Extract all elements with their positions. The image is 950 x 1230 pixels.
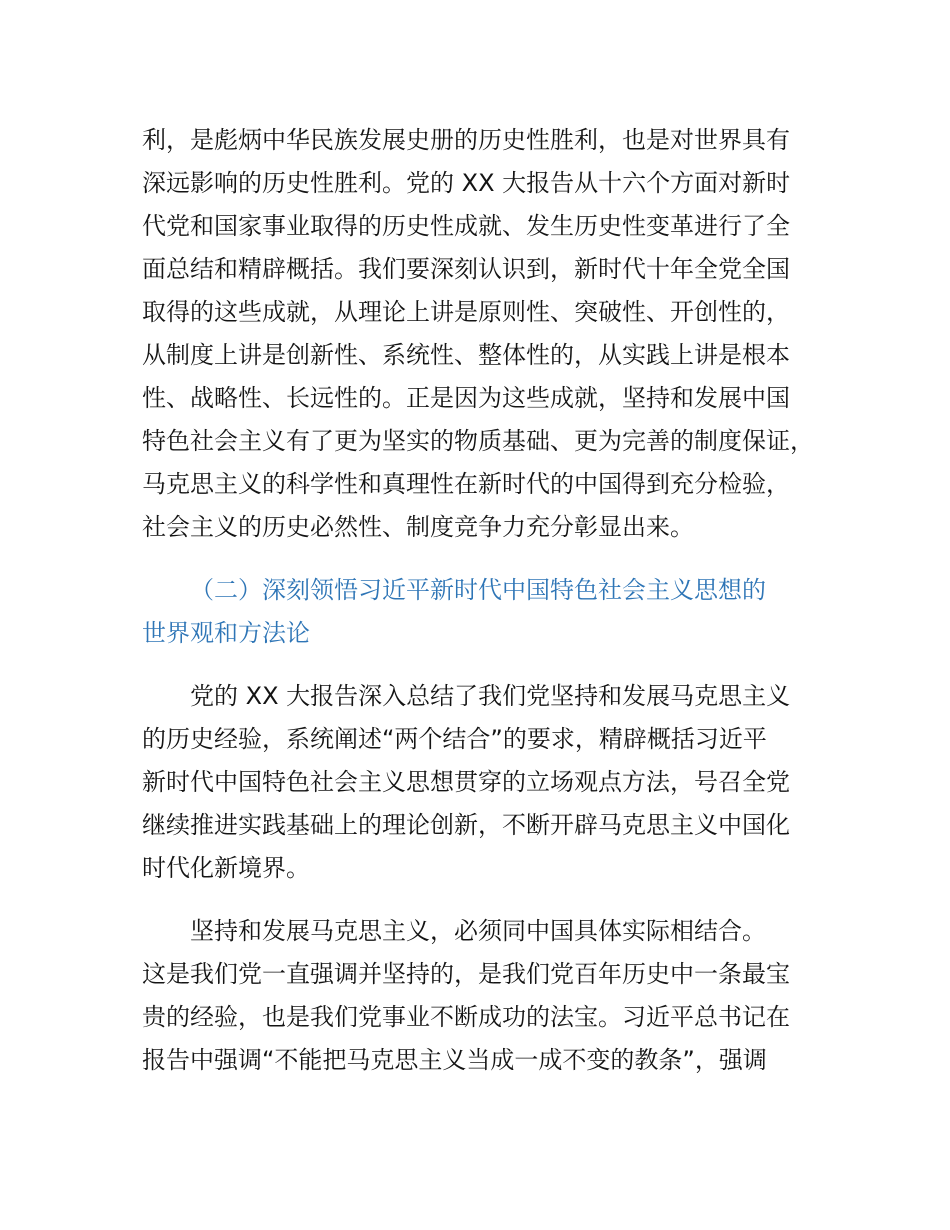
paragraph-3-line-4: 报告中强调“不能把马克思主义当成一成不变的教条”，强调 — [142, 1046, 767, 1074]
paragraph-3-line-2: 这是我们党一直强调并坚持的，是我们党百年历史中一条最宝 — [142, 960, 790, 988]
paragraph-2-line-3: 新时代中国特色社会主义思想贯穿的立场观点方法，号召全党 — [142, 768, 790, 796]
paragraph-1-line-1: 利，是彪炳中华民族发展史册的历史性胜利，也是对世界具有 — [142, 126, 790, 154]
paragraph-1-line-5: 取得的这些成就，从理论上讲是原则性、突破性、开创性的， — [142, 298, 790, 326]
paragraph-3-line-1: 坚持和发展马克思主义，必须同中国具体实际相结合。 — [190, 917, 766, 945]
paragraph-2-line-1: 党的 XX 大报告深入总结了我们党坚持和发展马克思主义 — [190, 682, 791, 710]
section-heading-line-1: （二）深刻领悟习近平新时代中国特色社会主义思想的 — [190, 576, 766, 604]
paragraph-2-line-2: 的历史经验，系统阐述“两个结合”的要求，精辟概括习近平 — [142, 725, 767, 753]
paragraph-1-line-2: 深远影响的历史性胜利。党的 XX 大报告从十六个方面对新时 — [142, 169, 791, 197]
paragraph-1-line-4: 面总结和精辟概括。我们要深刻认识到，新时代十年全党全国 — [142, 255, 790, 283]
paragraph-1-line-8: 特色社会主义有了更为坚实的物质基础、更为完善的制度保证， — [142, 427, 814, 455]
paragraph-2-line-4: 继续推进实践基础上的理论创新，不断开辟马克思主义中国化 — [142, 811, 790, 839]
paragraph-1-line-6: 从制度上讲是创新性、系统性、整体性的，从实践上讲是根本 — [142, 341, 790, 369]
paragraph-1-line-10: 社会主义的历史必然性、制度竞争力充分彰显出来。 — [142, 513, 694, 541]
paragraph-2-line-5: 时代化新境界。 — [142, 854, 310, 882]
paragraph-1-line-3: 代党和国家事业取得的历史性成就、发生历史性变革进行了全 — [142, 212, 790, 240]
paragraph-1-line-7: 性、战略性、长远性的。正是因为这些成就，坚持和发展中国 — [142, 384, 790, 412]
section-heading-line-2: 世界观和方法论 — [142, 619, 310, 647]
paragraph-3-line-3: 贵的经验，也是我们党事业不断成功的法宝。习近平总书记在 — [142, 1003, 790, 1031]
paragraph-1-line-9: 马克思主义的科学性和真理性在新时代的中国得到充分检验， — [142, 470, 790, 498]
